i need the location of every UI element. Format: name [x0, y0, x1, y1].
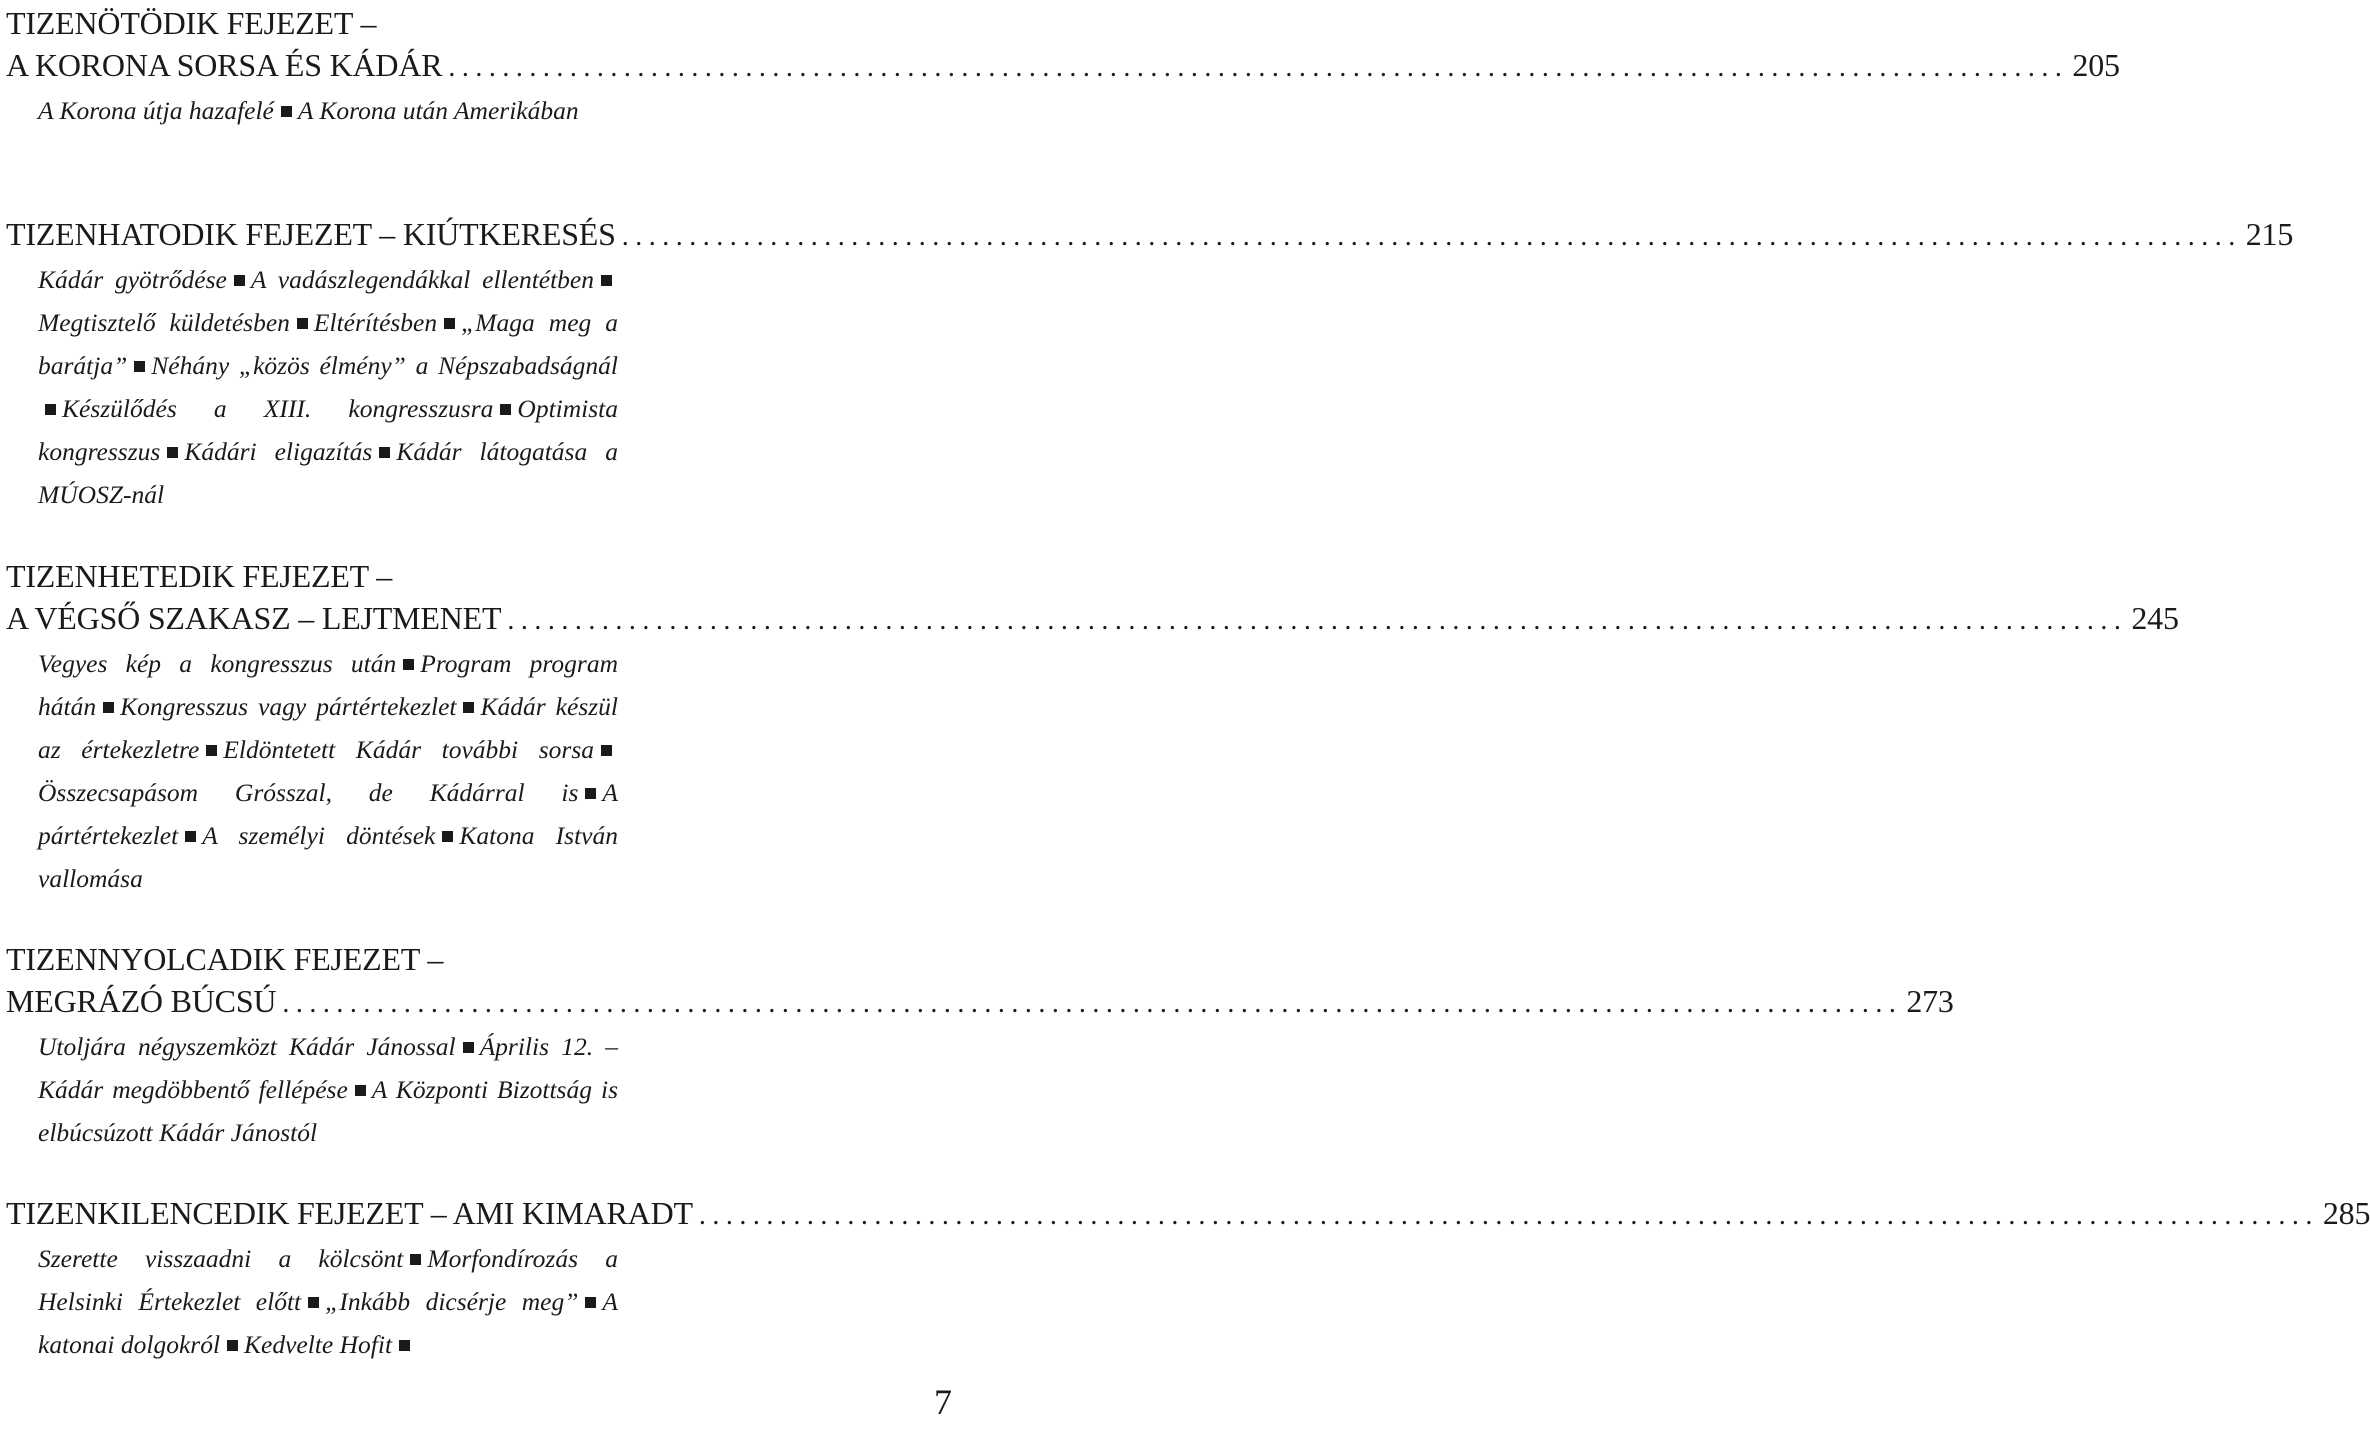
square-bullet-icon: [585, 788, 596, 799]
square-bullet-icon: [281, 106, 292, 117]
chapter-heading-line: TIZENNYOLCADIK FEJEZET –: [6, 941, 444, 977]
chapter-title-row[interactable]: [6, 1192, 2370, 1237]
chapter-title-row[interactable]: [6, 213, 2294, 258]
chapter-title: A KORONA SORSA ÉS KÁDÁR: [6, 47, 443, 83]
section-title: Április 12. – Kádár megdöbbentő fellépése: [38, 1032, 618, 1104]
chapter-page-number: 215: [2245, 216, 2294, 252]
section-title: Kongresszus vagy pártértekezlet: [120, 692, 457, 721]
section-title: Vegyes kép a kongresszus után: [38, 649, 397, 678]
square-bullet-icon: [185, 831, 196, 842]
square-bullet-icon: [601, 275, 612, 286]
section-title: Program program hátán: [38, 649, 618, 721]
chapter-page-number: 205: [2072, 47, 2120, 83]
chapter-title-row[interactable]: [6, 980, 1954, 1025]
dot-leader: ........................................................................................................................: [621, 221, 2242, 252]
square-bullet-icon: [227, 1340, 238, 1351]
section-title: Kádári eligazítás: [184, 437, 373, 466]
section-title: Összecsapásom Grósszal, de Kádárral is: [38, 778, 579, 807]
section-title: Morfondírozás a Helsinki Értekezlet előtt: [38, 1244, 618, 1316]
square-bullet-icon: [410, 1254, 421, 1265]
section-title: A pártértekezlet: [38, 778, 618, 850]
section-title: Kedvelte Hofit: [244, 1330, 393, 1359]
section-title: Kádár gyötrődése: [38, 265, 227, 294]
square-bullet-icon: [585, 1297, 596, 1308]
square-bullet-icon: [500, 404, 511, 415]
section-title: „Inkább dicsérje meg”: [325, 1287, 579, 1316]
section-title: Optimista kongresszus: [38, 394, 618, 466]
dot-leader: ........................................................................................................................: [698, 1200, 2319, 1231]
chapter-sections: [38, 1025, 618, 1154]
section-title: „Maga meg a barátja”: [38, 308, 618, 380]
section-title: A személyi döntések: [202, 821, 436, 850]
square-bullet-icon: [399, 1340, 410, 1351]
chapter-title: TIZENHATODIK FEJEZET – KIÚTKERESÉS: [6, 216, 616, 252]
toc-chapter-16: [6, 213, 2294, 516]
square-bullet-icon: [206, 745, 217, 756]
section-title: Utoljára négyszemközt Kádár Jánossal: [38, 1032, 456, 1061]
section-title: A vadászlegendákkal ellentétben: [250, 265, 594, 294]
square-bullet-icon: [463, 702, 474, 713]
section-title: Néhány „közös élmény” a Népszabadságnál: [151, 351, 618, 380]
chapter-title: A VÉGSŐ SZAKASZ – LEJTMENET: [6, 600, 502, 636]
square-bullet-icon: [103, 702, 114, 713]
chapter-heading-line: TIZENÖTÖDIK FEJEZET –: [6, 5, 377, 41]
chapter-page-number: 245: [2131, 600, 2179, 636]
square-bullet-icon: [308, 1297, 319, 1308]
dot-leader: ........................................................................................................................: [282, 988, 1903, 1019]
chapter-title: TIZENKILENCEDIK FEJEZET – AMI KIMARADT: [6, 1195, 693, 1231]
dot-leader: ........................................................................................................................: [507, 605, 2128, 636]
section-title: A Korona után Amerikában: [297, 96, 579, 125]
square-bullet-icon: [442, 831, 453, 842]
square-bullet-icon: [45, 404, 56, 415]
square-bullet-icon: [234, 275, 245, 286]
section-title: A Korona útja hazafelé: [38, 96, 274, 125]
square-bullet-icon: [463, 1042, 474, 1053]
square-bullet-icon: [601, 745, 612, 756]
section-title: A Központi Bizottság is elbúcsúzott Kádár Jánostól: [38, 1075, 618, 1147]
chapter-sections: [38, 89, 618, 132]
section-title: Eltérítésben: [313, 308, 438, 337]
chapter-heading-line: TIZENHETEDIK FEJEZET –: [6, 558, 393, 594]
dot-leader: ........................................................................................................................: [448, 52, 2069, 83]
chapter-sections: [38, 258, 618, 516]
section-title: Kádár készül az értekezletre: [38, 692, 619, 764]
square-bullet-icon: [379, 447, 390, 458]
chapter-title: MEGRÁZÓ BÚCSÚ: [6, 983, 277, 1019]
toc-chapter-15: [6, 2, 2120, 132]
toc-chapter-19: [6, 1192, 2370, 1366]
section-title: Kádár látogatása a MÚOSZ-nál: [38, 437, 618, 509]
chapter-sections: [38, 1237, 618, 1366]
square-bullet-icon: [134, 361, 145, 372]
chapter-title-row[interactable]: [6, 597, 2179, 642]
chapter-sections: [38, 642, 618, 900]
square-bullet-icon: [355, 1085, 366, 1096]
section-title: Szerette visszaadni a kölcsönt: [38, 1244, 404, 1273]
chapter-title-row[interactable]: [6, 44, 2120, 89]
chapter-page-number: 285: [2322, 1195, 2370, 1231]
section-title: A katonai dolgokról: [38, 1287, 618, 1359]
section-title: Készülődés a XIII. kongresszusra: [62, 394, 494, 423]
page-number: 7: [934, 1382, 952, 1422]
square-bullet-icon: [444, 318, 455, 329]
square-bullet-icon: [403, 659, 414, 670]
square-bullet-icon: [167, 447, 178, 458]
square-bullet-icon: [297, 318, 308, 329]
section-title: Katona István vallomása: [38, 821, 618, 893]
toc-chapter-18: [6, 938, 1954, 1154]
section-title: Megtisztelő küldetésben: [38, 308, 290, 337]
chapter-page-number: 273: [1906, 983, 1954, 1019]
section-title: Eldöntetett Kádár további sorsa: [223, 735, 594, 764]
toc-chapter-17: [6, 555, 2179, 900]
